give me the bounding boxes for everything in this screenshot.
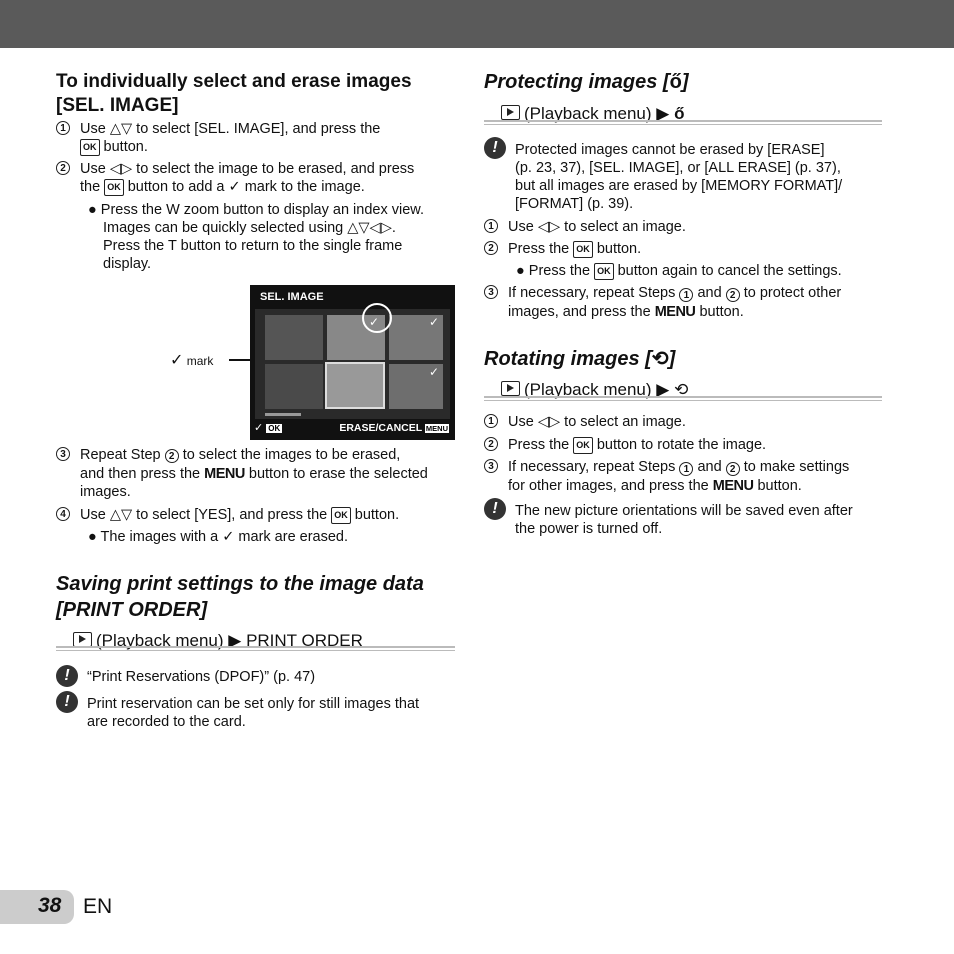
header-bar	[0, 0, 954, 48]
step-number: 2	[484, 437, 498, 451]
screen-title: SEL. IMAGE	[260, 291, 324, 303]
bullet-erased: ● The images with a ✓ mark are erased.	[88, 529, 349, 545]
divider	[484, 120, 882, 125]
thumbnail	[265, 315, 323, 360]
step-number: 4	[56, 507, 70, 521]
updown-icon: △▽	[109, 121, 133, 137]
protect-menu-path: (Playback menu) ▶ ő	[501, 104, 684, 124]
leftright-icon: ◁▷	[537, 414, 561, 430]
step-number: 1	[484, 414, 498, 428]
note-print-reservation: Print reservation can be set only for still images that are recorded to the card.	[87, 696, 420, 730]
menu-button-label: MENU	[712, 478, 754, 494]
screen-erase-cancel: ERASE/CANCEL MENU	[339, 422, 448, 434]
page-number-box	[0, 890, 74, 924]
divider	[56, 646, 455, 651]
language-label: EN	[83, 895, 113, 918]
protect-key-icon: ő	[669, 71, 682, 93]
rotate-icon: ⟲	[651, 348, 669, 370]
arrows-icon: △▽◁▷	[347, 220, 392, 236]
section-title-rotate: Rotating images [⟲]	[484, 348, 676, 370]
step-number: 3	[484, 459, 498, 473]
playback-icon	[501, 381, 520, 396]
ok-button-icon: OK	[80, 139, 100, 156]
thumbnail	[265, 364, 323, 409]
page-number: 38	[38, 894, 62, 917]
step-number: 3	[56, 447, 70, 461]
thumbnail-selected	[325, 362, 385, 409]
rotate-icon: ⟲	[674, 380, 689, 399]
step-number: 3	[484, 285, 498, 299]
bullet-cancel: ● Press the OK button again to cancel the settings.	[516, 263, 842, 279]
bullet-index-view: ● Press the W zoom button to display an index view. Images can be quickly selected using △▽◁▷. Press the T button to return to the single frame display.	[88, 202, 424, 272]
check-icon: ✓	[170, 352, 184, 369]
sel-title-line1: To individually select and erase images	[56, 71, 412, 92]
playback-icon	[501, 105, 520, 120]
print-menu-path: (Playback menu) ▶ PRINT ORDER	[73, 631, 363, 651]
thumbnail-grid	[255, 309, 450, 419]
camera-screen	[250, 285, 455, 440]
ok-button-icon: OK	[331, 507, 351, 524]
sel-title-line2: [SEL. IMAGE]	[56, 95, 179, 116]
highlight-circle	[362, 303, 392, 333]
ok-button-icon: OK	[594, 263, 614, 280]
ok-button-icon: OK	[573, 437, 593, 454]
note-icon: !	[484, 498, 506, 520]
step-number: 2	[484, 241, 498, 255]
note-icon: !	[56, 665, 78, 687]
check-icon: ✓	[429, 315, 440, 329]
protect-key-icon: ő	[674, 104, 685, 123]
updown-icon: △▽	[109, 507, 133, 523]
note-rotate: The new picture orientations will be saved even after the power is turned off.	[515, 503, 853, 537]
ok-button-icon: OK	[104, 179, 124, 196]
ok-button-icon: OK	[573, 241, 593, 258]
scroll-indicator	[265, 413, 301, 416]
screen-ok: ✓ OK	[254, 422, 281, 434]
step-ref: 2	[165, 449, 179, 463]
note-dpof: “Print Reservations (DPOF)” (p. 47)	[87, 669, 316, 685]
note-icon: !	[484, 137, 506, 159]
divider	[484, 396, 882, 401]
step-number: 1	[56, 121, 70, 135]
mark-callout: ✓ mark	[170, 352, 214, 369]
check-icon: ✓	[254, 422, 264, 434]
leftright-icon: ◁▷	[109, 161, 133, 177]
rotate-menu-path: (Playback menu) ▶ ⟲	[501, 380, 688, 400]
step-number: 2	[56, 161, 70, 175]
menu-button-label: MENU	[204, 466, 245, 482]
note-icon: !	[56, 691, 78, 713]
playback-icon	[73, 632, 92, 647]
check-icon: ✓	[228, 179, 241, 195]
check-icon: ✓	[369, 315, 380, 329]
note-protect: Protected images cannot be erased by [ERASE] (p. 23, 37), [SEL. IMAGE], or [ALL ERASE] (p. 37), but all images are erased by [MEMORY FORMAT]/ [FORMAT] (p. 39).	[515, 142, 843, 212]
check-icon: ✓	[429, 365, 440, 379]
check-icon: ✓	[222, 529, 235, 545]
section-title-protect: Protecting images [ő]	[484, 71, 689, 93]
step-number: 1	[484, 219, 498, 233]
leftright-icon: ◁▷	[537, 219, 561, 235]
menu-button-label: MENU	[654, 304, 696, 320]
